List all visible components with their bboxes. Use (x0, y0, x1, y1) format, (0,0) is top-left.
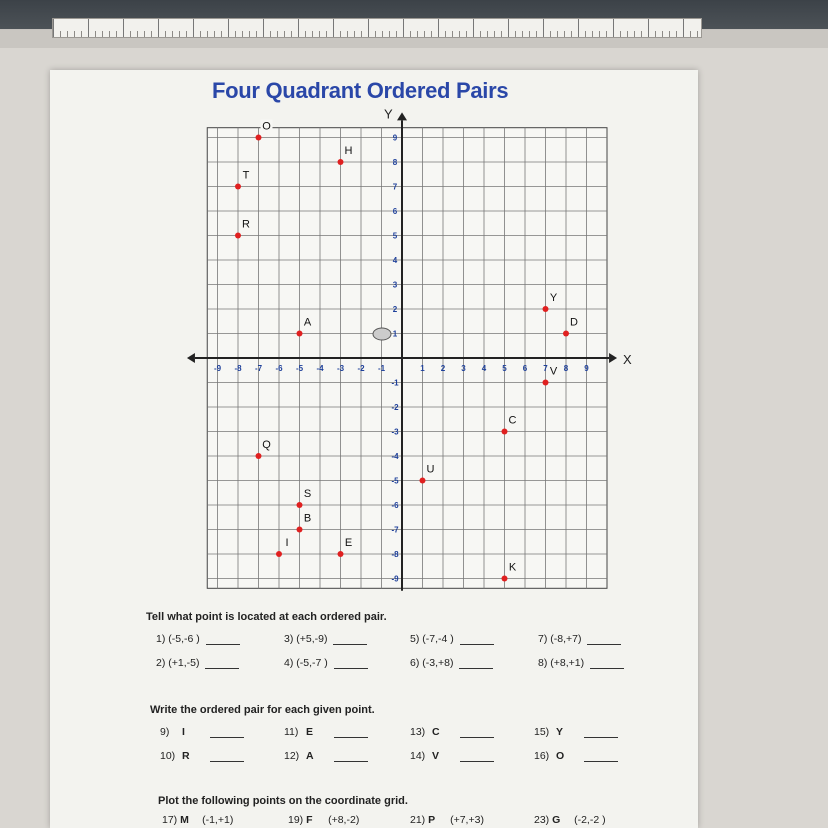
answer-blank[interactable] (334, 751, 368, 762)
ordered-pair: (+8,-2) (328, 814, 360, 826)
point-h-label: H (344, 145, 353, 157)
x-tick-label: -6 (275, 364, 283, 373)
point-letter: M (180, 814, 189, 826)
question-item (160, 750, 244, 762)
point-k-label: K (508, 561, 517, 574)
y-tick-label: -4 (391, 452, 399, 461)
question-item (160, 726, 244, 738)
x-tick-label: -2 (357, 364, 365, 373)
section3-instruction: Plot the following points on the coordinate grid. (158, 795, 408, 807)
y-tick-label: 5 (392, 231, 398, 241)
y-axis-arrow (397, 112, 407, 120)
x-tick-label: -3 (336, 364, 345, 373)
ordered-pair: (+5,-9) (296, 633, 328, 645)
point-a-label: A (303, 316, 312, 329)
point-letter: E (306, 726, 314, 738)
y-tick-label: 7 (392, 182, 398, 192)
question-number: 6) (410, 657, 423, 669)
question-item (410, 750, 494, 762)
point-v-marker (543, 380, 549, 386)
y-tick-label: -9 (391, 574, 399, 584)
smiley-icon (373, 328, 391, 340)
answer-blank[interactable] (206, 634, 240, 645)
point-y-marker (543, 306, 549, 312)
y-tick-label: 2 (392, 305, 398, 314)
question-number: 8) (538, 657, 551, 669)
question-number: 3) (284, 633, 297, 645)
question-number: 4) (284, 657, 297, 669)
point-q-marker (256, 453, 262, 459)
point-b-marker (297, 527, 303, 533)
question-item (156, 633, 240, 645)
point-letter: A (306, 750, 314, 762)
x-tick-label: 3 (461, 364, 466, 373)
point-s-label: S (303, 488, 312, 500)
x-tick-label: 4 (481, 364, 487, 373)
point-letter: O (556, 750, 565, 762)
y-tick-label: 9 (392, 133, 398, 143)
point-e-marker (338, 551, 344, 557)
question-item (410, 657, 493, 669)
point-d-label: D (570, 316, 578, 329)
question-item (156, 657, 239, 669)
question-number: 9) (160, 726, 170, 738)
question-number: 17) (162, 814, 181, 826)
question-item (162, 814, 233, 826)
point-letter: Y (556, 726, 564, 738)
point-u-marker (420, 478, 426, 484)
y-tick-label: 6 (392, 207, 398, 216)
question-number: 10) (160, 750, 176, 762)
y-tick-label: 3 (392, 280, 398, 290)
question-number: 7) (538, 633, 551, 645)
question-item (284, 633, 367, 645)
answer-blank[interactable] (460, 634, 494, 645)
worksheet-title: Four Quadrant Ordered Pairs (212, 78, 509, 103)
question-item (288, 814, 359, 826)
answer-blank[interactable] (333, 634, 367, 645)
y-tick-label: 1 (392, 329, 398, 339)
question-item (534, 750, 618, 762)
question-item (410, 633, 494, 645)
y-tick-label: 8 (392, 158, 398, 167)
question-item (410, 814, 484, 826)
point-letter: P (428, 814, 436, 826)
point-q-label: Q (262, 439, 271, 451)
section1-instruction: Tell what point is located at each ordered pair. (146, 611, 387, 623)
point-s-marker (297, 502, 303, 508)
x-tick-label: 2 (440, 364, 446, 373)
answer-blank[interactable] (460, 751, 494, 762)
question-number: 16) (534, 750, 550, 762)
question-number: 12) (284, 750, 300, 762)
x-tick-label: 1 (420, 364, 425, 373)
point-r-marker (235, 233, 241, 239)
point-h-marker (338, 159, 344, 165)
point-k-marker (502, 576, 508, 582)
answer-blank[interactable] (210, 751, 244, 762)
point-c-label: C (508, 414, 517, 427)
answer-blank[interactable] (460, 727, 494, 738)
point-e-label: E (344, 537, 353, 549)
point-letter: C (432, 726, 440, 738)
x-axis-arrow (609, 353, 617, 363)
x-axis-arrow (187, 353, 195, 363)
question-item (534, 726, 618, 738)
answer-blank[interactable] (210, 727, 244, 738)
point-letter: V (432, 750, 440, 762)
point-r-label: R (242, 218, 250, 231)
y-tick-label: -5 (391, 476, 399, 486)
x-tick-label: 6 (522, 364, 528, 373)
question-number: 11) (284, 726, 299, 738)
x-tick-label: -4 (316, 364, 324, 373)
point-i-label: I (285, 537, 289, 549)
answer-blank[interactable] (590, 658, 624, 669)
point-t-label: T (242, 169, 250, 182)
ordered-pair: (+7,+3) (450, 814, 484, 826)
answer-blank[interactable] (334, 727, 368, 738)
question-number: 21) (410, 814, 429, 826)
point-letter: F (306, 814, 313, 826)
question-number: 23) (534, 814, 553, 826)
point-letter: I (182, 726, 185, 738)
x-tick-label: 8 (563, 364, 569, 373)
y-tick-label: -3 (391, 427, 399, 437)
x-axis-label: X (623, 352, 632, 367)
answer-blank[interactable] (459, 658, 493, 669)
x-tick-label: 9 (584, 364, 589, 373)
question-item (538, 633, 621, 645)
point-d-marker (563, 331, 569, 337)
x-tick-label: -9 (213, 364, 222, 373)
ordered-pair: (-1,+1) (202, 814, 234, 826)
answer-blank[interactable] (334, 658, 368, 669)
question-item (534, 814, 606, 826)
x-tick-label: -7 (254, 364, 263, 373)
ordered-pair: (+1,-5) (168, 657, 200, 669)
ordered-pair: (-3,+8) (422, 657, 454, 669)
ordered-pair: (+8,+1) (550, 657, 585, 669)
question-number: 2) (156, 657, 169, 669)
ordered-pair: (-5,-6 ) (168, 633, 200, 645)
question-number: 13) (410, 726, 426, 738)
question-item (410, 726, 494, 738)
y-tick-label: -1 (391, 378, 399, 388)
point-o-label: O (262, 120, 271, 133)
x-tick-label: -5 (295, 364, 304, 373)
x-tick-label: 7 (543, 364, 548, 373)
y-tick-label: -6 (391, 501, 399, 510)
x-tick-label: -1 (377, 364, 386, 373)
answer-blank[interactable] (205, 658, 239, 669)
point-i-marker (276, 551, 282, 557)
x-tick-label: -8 (234, 364, 242, 373)
section2-instruction: Write the ordered pair for each given point. (150, 704, 375, 716)
point-a-marker (297, 331, 303, 337)
point-v-label: V (549, 365, 558, 378)
question-number: 1) (156, 633, 169, 645)
point-o-marker (256, 135, 262, 141)
point-u-label: U (426, 463, 435, 476)
point-c-marker (502, 429, 508, 435)
question-item (538, 657, 624, 669)
y-tick-label: -2 (391, 403, 399, 412)
question-item (284, 750, 368, 762)
point-y-label: Y (549, 292, 558, 304)
answer-blank[interactable] (584, 751, 618, 762)
point-letter: R (182, 750, 190, 762)
ordered-pair: (-7,-4 ) (422, 633, 454, 645)
y-axis-label: Y (384, 106, 393, 122)
ordered-pair: (-2,-2 ) (574, 814, 606, 826)
answer-blank[interactable] (587, 634, 621, 645)
point-t-marker (235, 184, 241, 190)
ordered-pair: (-5,-7 ) (296, 657, 328, 669)
point-letter: G (552, 814, 561, 826)
question-item (284, 726, 368, 738)
question-number: 15) (534, 726, 550, 738)
answer-blank[interactable] (584, 727, 618, 738)
question-number: 14) (410, 750, 426, 762)
y-tick-label: -8 (391, 550, 399, 559)
question-item (284, 657, 368, 669)
point-b-label: B (303, 512, 312, 525)
question-number: 5) (410, 633, 423, 645)
x-tick-label: 5 (502, 364, 507, 373)
y-tick-label: -7 (391, 525, 399, 535)
y-tick-label: 4 (392, 256, 398, 265)
question-number: 19) (288, 814, 307, 826)
ordered-pair: (-8,+7) (550, 633, 582, 645)
